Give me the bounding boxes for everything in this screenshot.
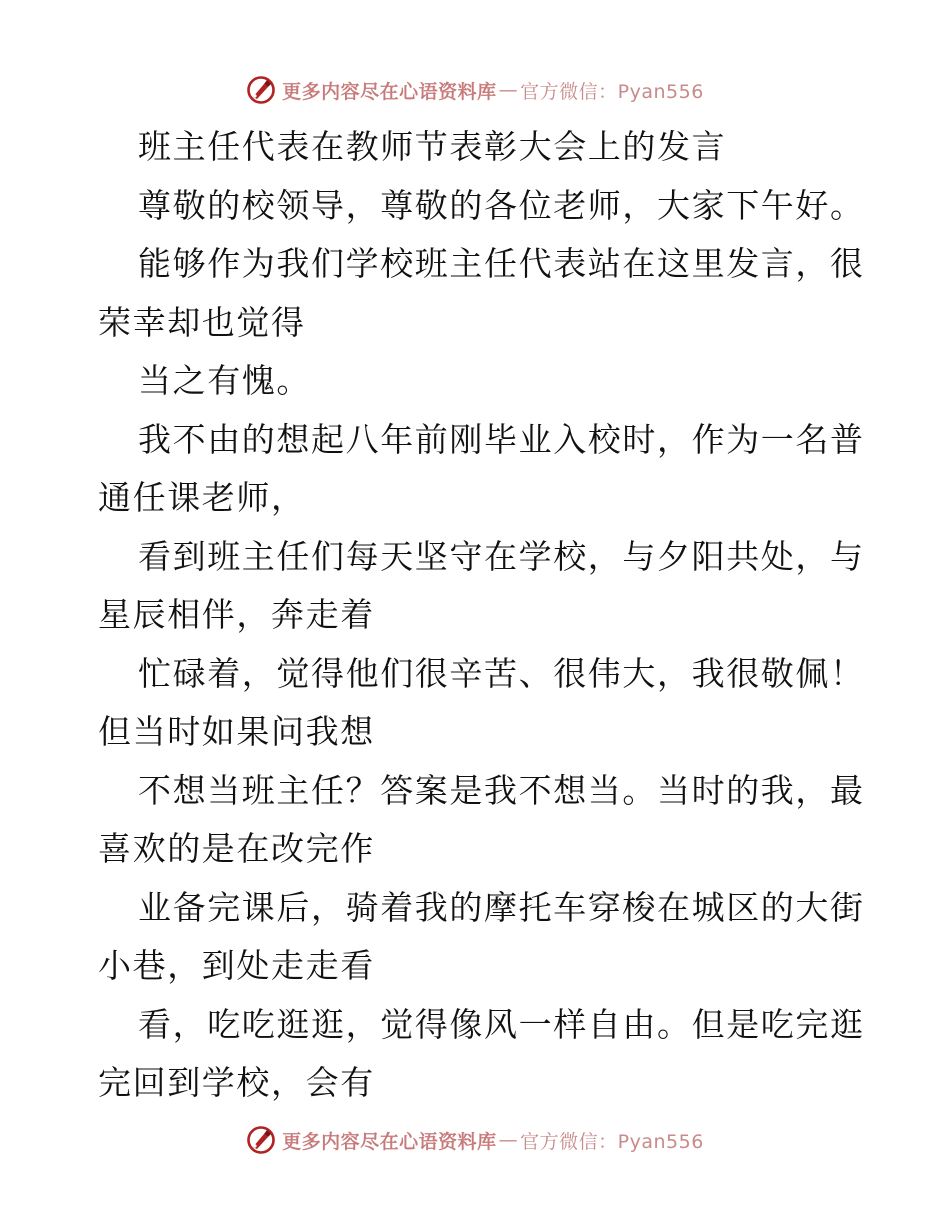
pen-logo-icon <box>246 75 276 105</box>
text-line: 完回到学校，会有 <box>98 1063 375 1102</box>
text-line: 看到班主任们每天坚守在学校，与夕阳共处，与 <box>138 536 865 576</box>
text-line: 当之有愧。 <box>138 361 311 400</box>
text-line: 喜欢的是在改完作 <box>98 829 375 868</box>
text-line: 业备完课后，骑着我的摩托车穿梭在城区的大街 <box>138 887 865 927</box>
watermark-dash: — <box>498 1129 519 1151</box>
text-line: 尊敬的校领导，尊敬的各位老师，大家下午好。 <box>138 185 865 225</box>
text-line: 忙碌着，觉得他们很辛苦、很伟大，我很敬佩！ <box>138 653 865 693</box>
text-line: 能够作为我们学校班主任代表站在这里发言，很 <box>138 244 865 283</box>
watermark-dash: — <box>498 79 519 101</box>
watermark-brand: 更多内容尽在心语资料库 <box>282 1130 497 1153</box>
text-line: 我不由的想起八年前刚毕业入校时，作为一名普 <box>138 419 865 459</box>
watermark-contact: 官方微信：Pyan556 <box>520 1130 704 1153</box>
document-title: 班主任代表在教师节表彰大会上的发言 <box>138 127 727 166</box>
watermark-brand: 更多内容尽在心语资料库 <box>282 80 497 103</box>
text-line: 荣幸却也觉得 <box>98 302 306 342</box>
pen-logo-icon <box>246 1125 276 1155</box>
text-line: 小巷，到处走走看 <box>98 946 375 985</box>
footer-watermark <box>0 1120 950 1160</box>
text-line: 通任课老师， <box>98 478 306 517</box>
watermark-contact: 官方微信：Pyan556 <box>520 80 704 103</box>
header-watermark <box>0 70 950 110</box>
text-line: 不想当班主任？答案是我不想当。当时的我，最 <box>138 770 865 810</box>
document-body <box>98 118 865 1113</box>
text-line: 但当时如果问我想 <box>98 712 375 751</box>
text-line: 星辰相伴，奔走着 <box>98 595 375 634</box>
text-line: 看，吃吃逛逛，觉得像风一样自由。但是吃完逛 <box>138 1004 865 1044</box>
